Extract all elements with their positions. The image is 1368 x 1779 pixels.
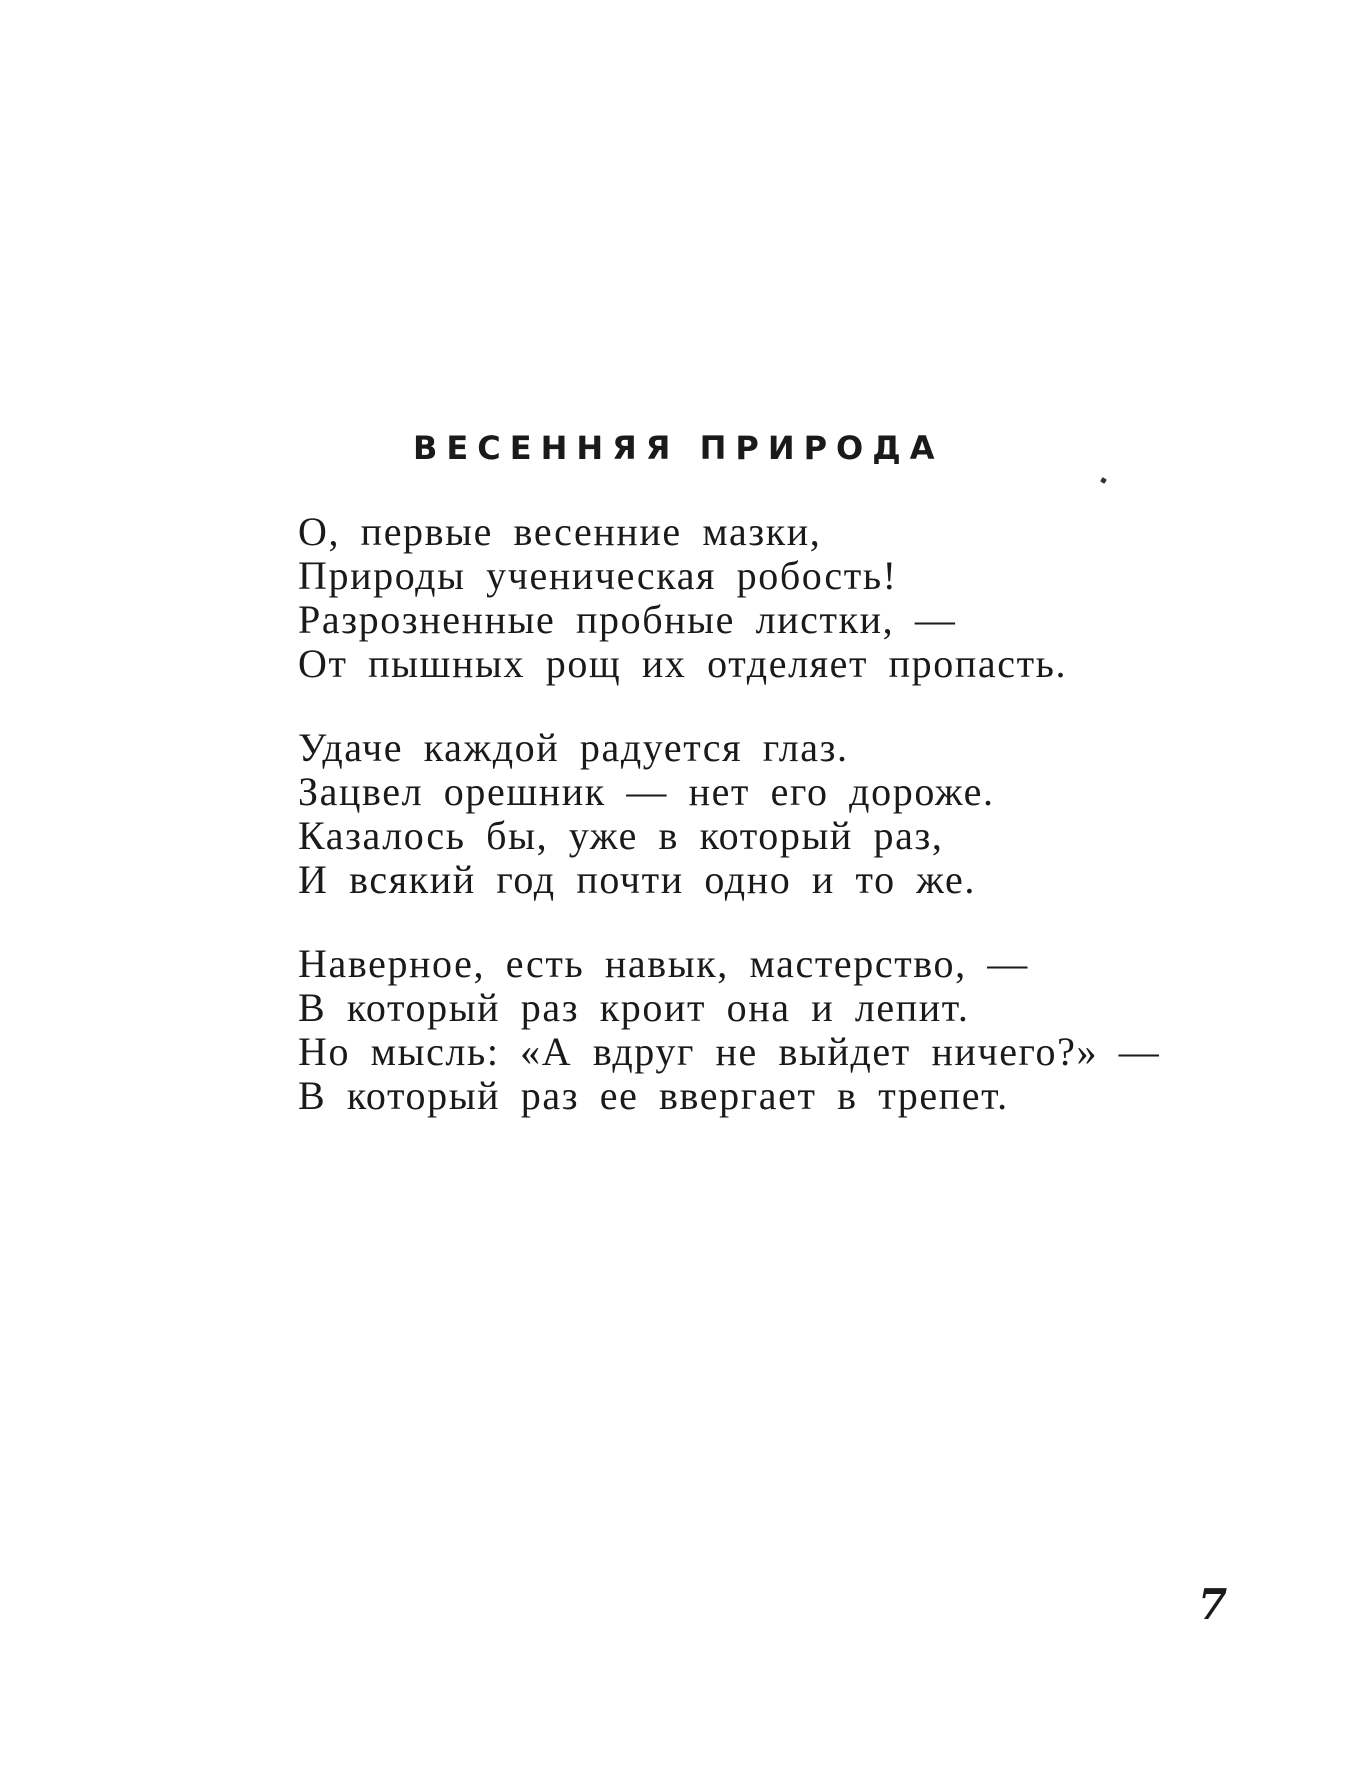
poem-line: Казалось бы, уже в который раз, [298, 813, 944, 858]
poem-body [298, 510, 1198, 1158]
stanza-3 [298, 942, 1198, 1118]
page-number: 7 [1198, 1580, 1228, 1629]
poem-line: Наверное, есть навык, мастерство, — [298, 941, 1029, 986]
poem-line: И всякий год почти одно и то же. [298, 857, 976, 902]
poem-line: От пышных рощ их отделяет пропасть. [298, 641, 1068, 686]
poem-line: Но мысль: «А вдруг не выйдет ничего?» — [298, 1029, 1161, 1074]
poem-line: В который раз ее ввергает в трепет. [298, 1073, 1009, 1118]
poem-line: Разрозненные пробные листки, — [298, 597, 957, 642]
poem-line: О, первые весенние мазки, [298, 509, 822, 554]
poem-line: В который раз кроит она и лепит. [298, 985, 970, 1030]
poem-line: Зацвел орешник — нет его дороже. [298, 769, 995, 814]
print-speck [1100, 477, 1107, 484]
stanza-2 [298, 726, 1198, 902]
stanza-1 [298, 510, 1198, 686]
poem-line: Удаче каждой радуется глаз. [298, 725, 849, 770]
poem-line: Природы ученическая робость! [298, 553, 898, 598]
poem-title: ВЕСЕННЯЯ ПРИРОДА [413, 429, 944, 467]
